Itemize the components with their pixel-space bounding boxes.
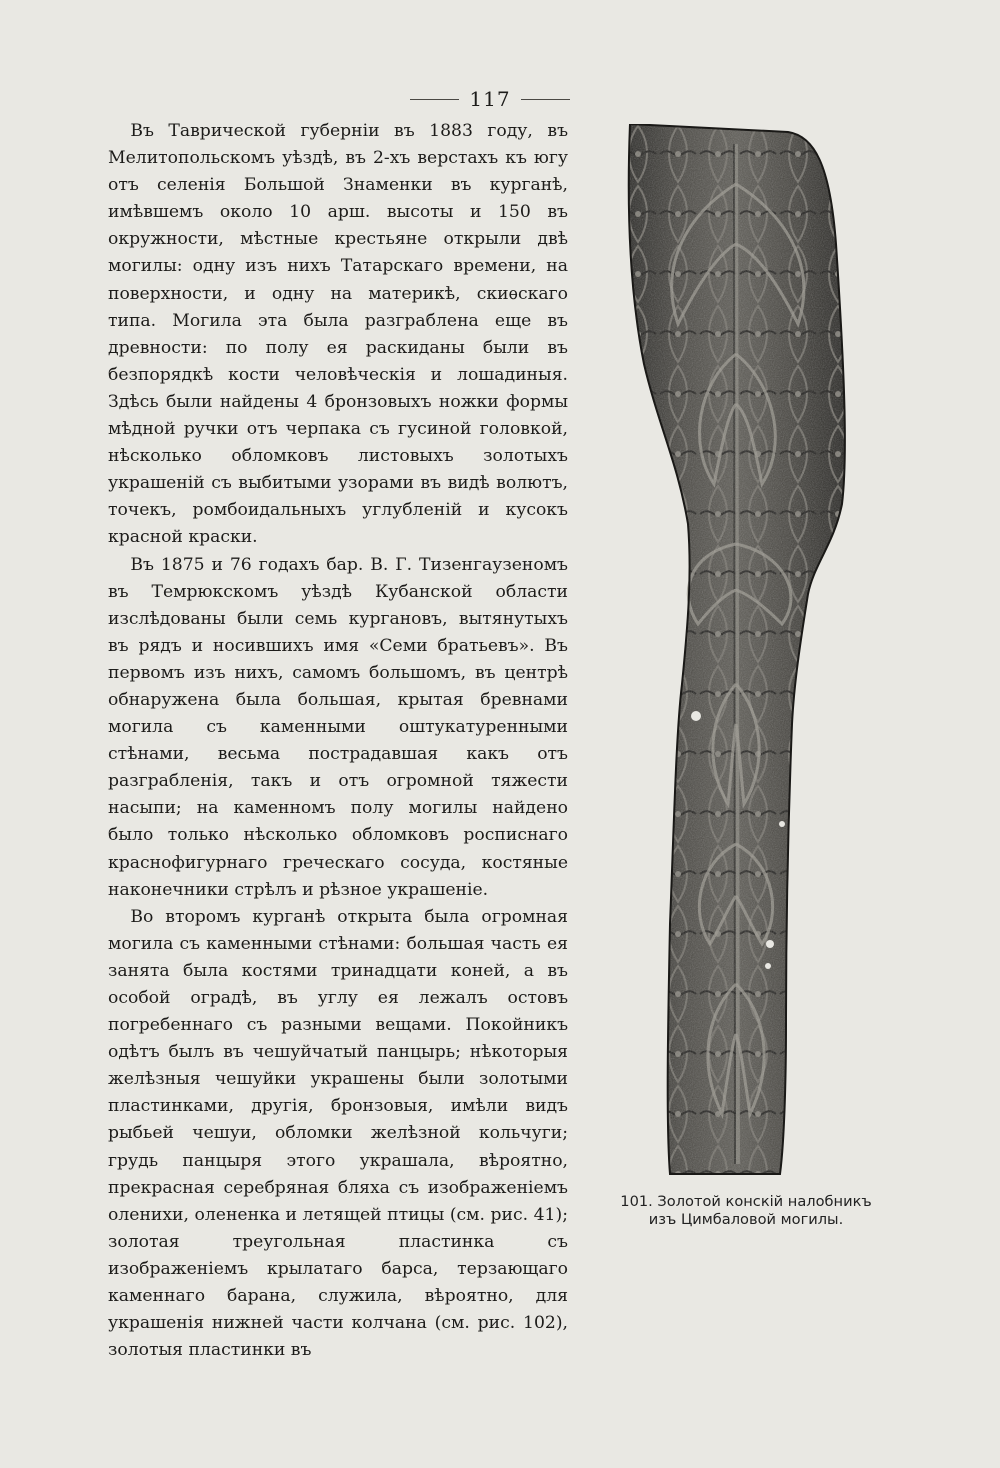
caption-line-2: изъ Цимбаловой могилы. <box>648 1211 844 1228</box>
figure-gold-frontlet-photo <box>618 124 878 1184</box>
page-header <box>410 84 570 114</box>
frontlet-image <box>618 124 878 1184</box>
paragraph-1: Въ Таврической губерніи въ 1883 году, въ Мелитопольскомъ уѣздѣ, въ 2-хъ верстахъ къ югу отъ селенія Большой Знаменки въ курганѣ, имѣвшемъ около 10 арш. высоты и 150 въ окружности, мѣстные крестьяне открыли двѣ могилы: одну изъ нихъ Татарскаго времени, на поверхности, и одну на материкѣ, скиѳскаго типа. Могила эта была разграблена еще въ древности: по полу ея раскиданы были въ безпорядкѣ кости человѣческія и лошадиныя. Здѣсь были найдены 4 бронзовыхъ ножки формы мѣдной ручки отъ черпака съ гусиной головкой, нѣсколько обломковъ листовыхъ золотыхъ украшеній съ выбитыми узорами въ видѣ волютъ, точекъ, ромбоидальныхъ углубленій и кусокъ красной краски. <box>108 121 568 548</box>
paragraph-3: Во второмъ курганѣ открыта была огромная могила съ каменными стѣнами: большая часть ея занята была костями тринадцати коней, а въ особой оградѣ, въ углу ея лежалъ остовъ погребеннаго съ разными вещами. Покойникъ одѣтъ былъ въ чешуйчатый панцырь; нѣкоторыя желѣзныя чешуйки украшены были золотыми пластинками, другія, бронзовыя, имѣли видъ рыбьей чешуи, обломки желѣзной кольчуги; грудь панцыря этого украшала, вѣроятно, прекрасная серебряная бляха съ изображеніемъ оленихи, олененка и летящей птицы (см. рис. 41); золотая треугольная пластинка съ изображеніемъ крылатаго барса, терзающаго каменнаго барана, служила, вѣроятно, для украшенія нижней части колчана (см. рис. 102), золотыя пластинки въ <box>108 906 568 1361</box>
page-number: 117 <box>469 87 511 111</box>
paragraph-2: Въ 1875 и 76 годахъ бар. В. Г. Тизенгаузеномъ въ Темрюкскомъ уѣздѣ Кубанской области изслѣдованы были семь кургановъ, вытянутыхъ въ рядъ и носившихъ имя «Семи братьевъ». Въ первомъ изъ нихъ, самомъ большомъ, въ центрѣ обнаружена была большая, крытая бревнами могила съ каменными оштукатуренными стѣнами, весьма пострадавшая какъ отъ разграбленія, такъ и отъ огромной тяжести насыпи; на каменномъ полу могилы найдено было только нѣсколько обломковъ росписнаго краснофигурнаго греческаго сосуда, костяные наконечники стрѣлъ и рѣзное украшеніе. <box>108 554 568 900</box>
header-rule-right <box>521 99 570 100</box>
figure-caption <box>596 1193 896 1229</box>
header-rule-left <box>410 99 459 100</box>
caption-line-1: 101. Золотой конскій налобникъ <box>620 1193 872 1210</box>
body-text-column <box>108 118 568 1361</box>
